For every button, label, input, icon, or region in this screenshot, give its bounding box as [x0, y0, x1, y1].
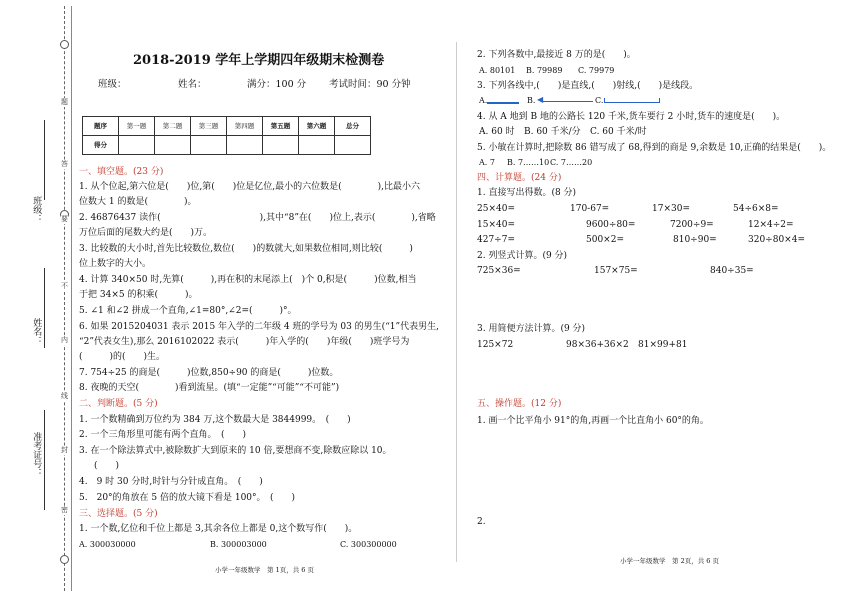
question-text: 1. 画一个比平角小 91°的角,再画一个比直角小 60°的角。	[477, 416, 709, 426]
class-label: 班级：	[31, 196, 42, 223]
score-header: 第五题	[263, 117, 299, 136]
question-text: 1. 直接写出得数。(8 分)	[477, 188, 577, 198]
seal-char: 线	[61, 392, 68, 400]
question-text: 5. 20°的角放在 5 倍的放大镜下看是 100°。 ( )	[79, 493, 296, 503]
calc-item: 15×40=	[477, 220, 515, 230]
option-a: A. 60 时	[479, 127, 515, 137]
seal-char: 密	[61, 506, 68, 514]
margin-border-line	[71, 6, 72, 591]
exam-time: 考试时间：90 分钟	[329, 79, 411, 90]
name-label: 姓名：	[31, 318, 42, 345]
calc-item: 9600÷80=	[586, 220, 636, 230]
class-underline	[44, 120, 45, 200]
option-b: B. 7……10	[507, 158, 550, 167]
question-text: 4. 计算 340×50 时,先算( ),再在积的末尾添上( )个 0,积是( )位数,相当	[79, 275, 417, 285]
section-true-false: 二、判断题。(5 分)	[79, 399, 158, 409]
score-cell[interactable]	[263, 136, 299, 155]
vertical-calc-item: 157×75=	[594, 266, 638, 276]
section-fill-blank: 一、填空题。(23 分)	[79, 167, 164, 177]
question-text: 2. 列竖式计算。(9 分)	[477, 251, 568, 261]
vertical-calc-item: 840÷35=	[710, 266, 754, 276]
section-operation: 五、操作题。(12 分)	[477, 399, 562, 409]
question-text: 4. 从 A 地到 B 地的公路长 120 千米,货车要行 2 小时,货车的速度是( )。	[477, 112, 786, 122]
option-a: A. 300030000	[79, 540, 136, 549]
id-label: 准考证号：	[31, 432, 42, 477]
option-a: A. 7	[479, 158, 495, 167]
page-divider	[456, 42, 457, 562]
score-cell[interactable]	[155, 136, 191, 155]
score-header: 第四题	[227, 117, 263, 136]
option-c: C. 60 千米/时	[590, 127, 647, 137]
arrow-left-icon: ◀	[537, 95, 544, 104]
section-multiple-choice: 三、选择题。(5 分)	[79, 509, 158, 519]
question-text: 万位后面的尾数大约是( )万。	[79, 228, 213, 238]
option-c: C. 7……20	[550, 158, 593, 167]
id-underline	[44, 410, 45, 510]
line-label-a: A.	[479, 96, 488, 105]
score-cell[interactable]	[299, 136, 335, 155]
score-table	[82, 116, 371, 155]
calc-item: 810÷90=	[673, 235, 717, 245]
binding-hole	[60, 555, 69, 564]
calc-item: 500×2=	[586, 235, 624, 245]
class-field: 班级：	[98, 79, 127, 90]
ray-b	[541, 101, 593, 102]
calc-item: 17×30=	[652, 204, 690, 214]
seal-char: 不	[61, 282, 68, 290]
score-row-label: 得分	[83, 136, 119, 155]
score-cell[interactable]	[119, 136, 155, 155]
score-header: 第二题	[155, 117, 191, 136]
section-calculation: 四、计算题。(24 分)	[477, 173, 562, 183]
seal-char: 封	[61, 446, 68, 454]
calc-item: 320÷80×4=	[748, 235, 805, 245]
page-title: 2018-2019 学年上学期四年级期末检测卷	[133, 53, 385, 68]
question-text: 位数大 1 的数是( )。	[79, 197, 197, 207]
question-text: 8. 夜晚的天空( )看到流星。(填“一定能”“可能”“不可能”)	[79, 383, 340, 393]
calc-item: 427÷7=	[477, 235, 515, 245]
binding-hole	[60, 40, 69, 49]
vertical-calc-item: 725×36=	[477, 266, 521, 276]
question-text: 3. 用简便方法计算。(9 分)	[477, 324, 586, 334]
score-header: 第六题	[299, 117, 335, 136]
name-underline	[44, 268, 45, 348]
question-text: 于把 34×5 的积乘( )。	[79, 290, 198, 300]
calc-item: 12×4÷2=	[748, 220, 794, 230]
segment-c	[604, 98, 660, 103]
page-footer-2: 小学一年级数学 第 2页，共 6 页	[620, 557, 719, 565]
name-field: 姓名：	[178, 79, 207, 90]
question-text: 5. 小敏在计算时,把除数 86 错写成了 68,得到的商是 9,余数是 10,正确的结果是( )。	[477, 143, 832, 153]
binding-margin	[0, 0, 72, 595]
question-text: 1. 一个数,亿位和千位上都是 3,其余各位上都是 0,这个数写作( )。	[79, 524, 358, 534]
score-header: 第三题	[191, 117, 227, 136]
score-cell[interactable]	[335, 136, 371, 155]
question-text: “2”代表女生),那么 2016102022 表示( )年入学的( )年级( )班学号为	[79, 337, 410, 347]
question-text: 3. 在一个除法算式中,被除数扩大到原来的 10 倍,要想商不变,除数应除以 10。	[79, 446, 392, 456]
seal-char: 答	[61, 160, 68, 168]
question-text: 7. 754÷25 的商是( )位数,850÷90 的商是( )位数。	[79, 368, 339, 378]
question-text: 4. 9 时 30 分时,时针与分针成直角。 ( )	[79, 477, 263, 487]
seal-char: 要	[61, 215, 68, 223]
option-c: C. 300300000	[340, 540, 397, 549]
score-header: 总分	[335, 117, 371, 136]
question-text: 2. 46876437 读作( ),其中“8”在( )位上,表示( ),省略	[79, 213, 436, 223]
question-text: 5. ∠1 和∠2 拼成一个直角,∠1=80°,∠2=( )°。	[79, 306, 297, 316]
score-cell[interactable]	[191, 136, 227, 155]
line-segment-a	[487, 102, 519, 104]
seal-char: 题	[61, 98, 68, 106]
score-header: 第一题	[119, 117, 155, 136]
question-text: 1. 一个数精确到万位约为 384 万,这个数最大是 3844999。 ( )	[79, 415, 351, 425]
simple-calc-item: 98×36+36×2	[566, 340, 629, 350]
line-label-b: B.	[527, 96, 536, 105]
question-text: 2.	[477, 517, 486, 527]
line-label-c: C.	[595, 96, 604, 105]
seal-dash-line	[64, 6, 65, 591]
calc-item: 7200÷9=	[670, 220, 714, 230]
question-text: 6. 如果 2015204031 表示 2015 年入学的二年级 4 班的学号为 03 的男生(“1”代表男生,	[79, 322, 439, 332]
option-b: B. 60 千米/分	[524, 127, 581, 137]
calc-item: 25×40=	[477, 204, 515, 214]
full-score: 满分：100 分	[247, 79, 307, 90]
score-header: 题序	[83, 117, 119, 136]
option-b: B. 79989	[526, 66, 563, 75]
question-text: 1. 从个位起,第六位是( )位,第( )位是亿位,最小的六位数是( ),比最小六	[79, 182, 420, 192]
simple-calc-item: 125×72	[477, 340, 514, 350]
question-text: ( )	[94, 461, 120, 471]
seal-char: 内	[61, 336, 68, 344]
question-text: ( )的( )生。	[79, 352, 166, 362]
page-footer-1: 小学一年级数学 第 1页，共 6 页	[215, 566, 314, 574]
question-text: 3. 下列各线中,( )是直线,( )射线,( )是线段。	[477, 81, 699, 91]
option-c: C. 79979	[578, 66, 615, 75]
question-text: 位上数字的大小。	[79, 259, 152, 269]
score-cell[interactable]	[227, 136, 263, 155]
simple-calc-item: 81×99+81	[638, 340, 688, 350]
question-text: 3. 比较数的大小时,首先比较数位,数位( )的数就大,如果数位相同,则比较( )	[79, 244, 413, 254]
calc-item: 170-67=	[570, 204, 610, 214]
question-text: 2. 一个三角形里可能有两个直角。 ( )	[79, 430, 246, 440]
option-a: A. 80101	[479, 66, 516, 75]
question-text: 2. 下列各数中,最接近 8 万的是( )。	[477, 50, 636, 60]
option-b: B. 300003000	[210, 540, 267, 549]
calc-item: 54÷6×8=	[733, 204, 779, 214]
